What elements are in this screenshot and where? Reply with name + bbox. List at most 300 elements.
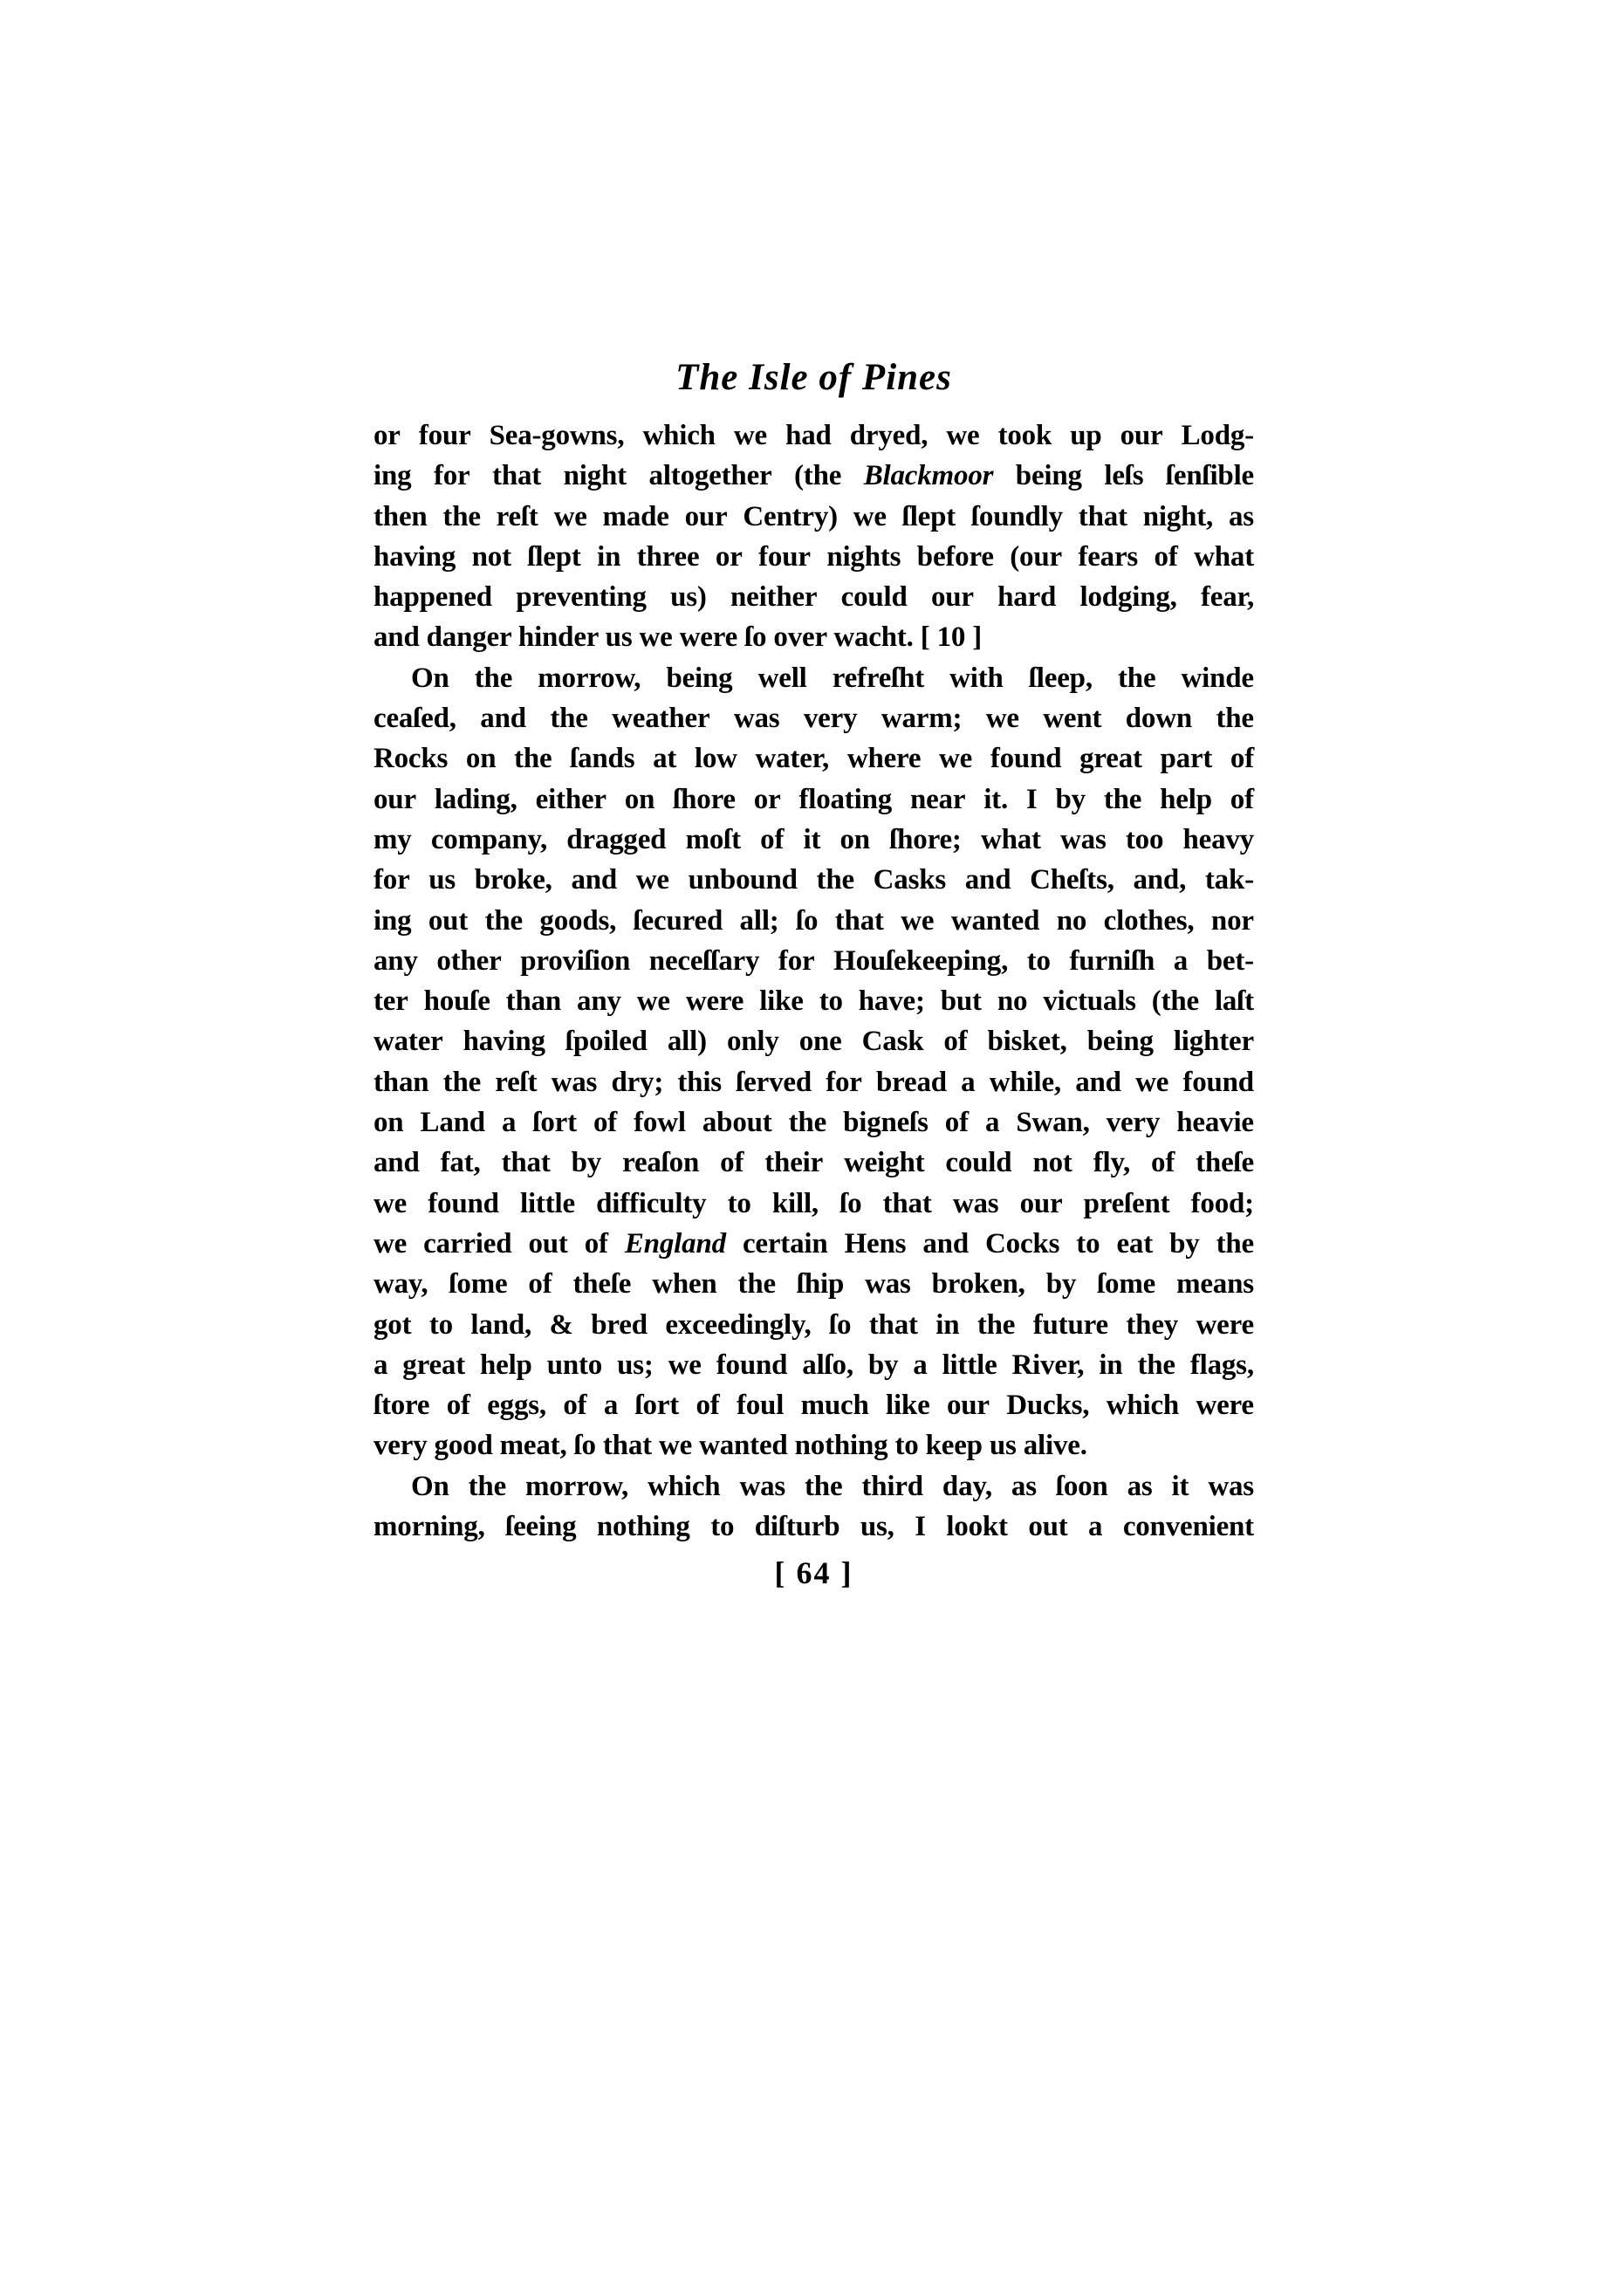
word: made	[602, 500, 669, 532]
word: or	[373, 420, 401, 451]
word: as	[1127, 1470, 1153, 1502]
word: Cask	[861, 1026, 924, 1058]
word: ſo	[839, 1187, 862, 1219]
word: to	[727, 1187, 751, 1219]
word: carried	[423, 1227, 512, 1260]
word: was	[551, 1066, 598, 1098]
word: way,	[373, 1268, 428, 1301]
word: like	[886, 1390, 930, 1422]
word: for	[373, 864, 410, 896]
word: up	[1070, 420, 1102, 451]
word: we	[553, 500, 587, 532]
text-line	[373, 981, 1254, 1021]
word: which	[648, 1470, 721, 1502]
word: ing	[373, 460, 412, 492]
word: of	[446, 1390, 470, 1422]
word: the	[1216, 1227, 1254, 1260]
word: a	[1088, 1511, 1103, 1543]
word: was	[865, 1268, 911, 1301]
word: winde	[1181, 662, 1254, 694]
word: were	[1196, 1390, 1254, 1422]
word: a	[373, 1349, 388, 1381]
word: were	[1196, 1308, 1254, 1341]
word: foul	[736, 1390, 785, 1422]
word: Ducks,	[1006, 1390, 1090, 1422]
word: nothing	[596, 1511, 690, 1543]
word: moſt	[685, 823, 741, 855]
word: ſoon	[1055, 1470, 1108, 1502]
word: River,	[1011, 1349, 1085, 1381]
word: of	[1230, 743, 1254, 775]
word: ſort	[532, 1107, 577, 1139]
text-line	[373, 1385, 1254, 1425]
word: Centry)	[743, 500, 838, 532]
word: a	[502, 1107, 517, 1139]
word: like	[759, 985, 804, 1018]
word: victuals	[1043, 985, 1136, 1018]
word: this	[677, 1066, 722, 1098]
word: as	[1011, 1470, 1037, 1502]
word: four	[418, 420, 471, 451]
word: ing	[373, 904, 412, 937]
text-line	[373, 779, 1254, 820]
word: we	[946, 420, 980, 451]
word: the	[474, 662, 513, 694]
word: eggs,	[487, 1390, 546, 1422]
word: ſands	[570, 743, 635, 775]
text-line	[373, 698, 1254, 738]
word: ſlept	[527, 540, 581, 573]
word: than	[505, 985, 562, 1018]
word: out	[428, 904, 469, 937]
word: that	[1078, 500, 1127, 532]
word: ſeeing	[505, 1511, 577, 1543]
word: ſtore	[373, 1390, 430, 1422]
word: and	[373, 1147, 420, 1179]
word: ſo	[829, 1308, 852, 1341]
word: before	[916, 540, 994, 573]
word: help	[479, 1349, 532, 1381]
page-number: [ 64 ]	[774, 1555, 853, 1590]
word: got	[373, 1308, 412, 1341]
word: we	[636, 985, 670, 1018]
word: and	[964, 864, 1011, 896]
word: preſent	[1083, 1187, 1170, 1219]
word: was	[739, 1470, 786, 1502]
word: morrow,	[525, 1470, 629, 1502]
word: the	[816, 864, 854, 896]
text-line	[373, 1102, 1254, 1143]
word: in	[1099, 1349, 1123, 1381]
word: little	[520, 1187, 575, 1219]
word: very	[803, 703, 858, 735]
word: (our	[1010, 540, 1062, 573]
word: kill,	[771, 1187, 819, 1219]
word: broke,	[474, 864, 552, 896]
running-title: The Isle of Pines	[675, 357, 952, 398]
word: the	[805, 1470, 843, 1502]
word: the	[1118, 662, 1156, 694]
word: lookt	[946, 1511, 1008, 1543]
word: food;	[1190, 1187, 1254, 1219]
text-line	[373, 1345, 1254, 1385]
text-line	[373, 1466, 1254, 1507]
word: of	[563, 1390, 587, 1422]
word: by	[1055, 783, 1086, 815]
word: dragged	[566, 823, 667, 855]
word: ſpoiled	[565, 1026, 648, 1058]
word: heavie	[1176, 1107, 1254, 1139]
word: of	[943, 1026, 968, 1058]
word: for	[778, 944, 815, 977]
word: ſlept	[901, 500, 956, 532]
word: to	[1076, 1227, 1100, 1260]
text-line	[373, 820, 1254, 860]
word: than	[373, 1066, 429, 1098]
word: us,	[860, 1511, 894, 1543]
word: ſhore	[673, 783, 736, 815]
word: future	[1032, 1308, 1108, 1341]
word: the	[484, 904, 523, 937]
word: Sea-gowns,	[489, 420, 625, 451]
word: found	[428, 1187, 499, 1219]
word: alſo,	[802, 1349, 853, 1381]
word: but	[940, 985, 982, 1018]
word: only	[726, 1026, 779, 1058]
word: and	[922, 1227, 969, 1260]
word: or	[753, 783, 781, 815]
word: well	[757, 662, 807, 694]
word: wanted	[950, 904, 1040, 937]
word: diſturb	[754, 1511, 840, 1543]
word: and	[1075, 1066, 1121, 1098]
word: floating	[798, 783, 893, 815]
word: Hens	[844, 1227, 907, 1260]
word: exceedingly,	[665, 1308, 812, 1341]
word: ſo	[796, 904, 819, 937]
text-segment: and danger hinder us we were ſo over wacht. [ 10 ]	[373, 621, 983, 654]
word: heavy	[1182, 823, 1254, 855]
text-line	[373, 941, 1254, 981]
word: was	[1060, 823, 1107, 855]
word: I	[1025, 783, 1038, 815]
word: our	[930, 581, 974, 614]
word: was	[952, 1187, 999, 1219]
word: as	[1228, 500, 1254, 532]
word: to	[710, 1511, 735, 1543]
word: preventing	[516, 581, 647, 614]
word: the	[1216, 703, 1254, 735]
word: of	[584, 1227, 608, 1260]
word: could	[945, 1147, 1012, 1179]
word: we	[668, 1349, 702, 1381]
word: being	[1015, 460, 1082, 492]
word: Cocks	[985, 1227, 1060, 1260]
word: ſecured	[633, 904, 723, 937]
text-line	[373, 1224, 1254, 1264]
word: a	[961, 1066, 976, 1098]
word: we	[853, 500, 887, 532]
word: we	[635, 864, 669, 896]
word: that	[501, 1147, 551, 1179]
word: for	[433, 460, 470, 492]
word: third	[861, 1470, 923, 1502]
word: of	[696, 1390, 720, 1422]
text-line	[373, 901, 1254, 941]
word: we	[373, 1227, 408, 1260]
word: bred	[591, 1308, 648, 1341]
word: by	[571, 1147, 602, 1179]
word: found	[716, 1349, 788, 1381]
word: that	[492, 460, 542, 492]
word: reſt	[495, 1066, 538, 1098]
word: by	[867, 1349, 899, 1381]
word: On	[411, 662, 449, 694]
word: little	[942, 1349, 997, 1381]
word: much	[800, 1390, 869, 1422]
word: no	[997, 985, 1028, 1018]
word: ſhore;	[889, 823, 962, 855]
word: four	[758, 540, 811, 573]
word: lighter	[1173, 1026, 1254, 1058]
word: that	[834, 904, 884, 937]
word: on	[624, 783, 655, 815]
word: fowl	[634, 1107, 686, 1139]
word: the	[442, 500, 481, 532]
word: laſt	[1214, 985, 1254, 1018]
word: it.	[983, 783, 1009, 815]
word: at	[653, 743, 677, 775]
text-segment: very good meat, ſo that we wanted nothing to keep us alive.	[373, 1430, 1087, 1462]
word: morning,	[373, 1511, 485, 1543]
word: three	[636, 540, 700, 573]
word: the	[737, 1268, 776, 1301]
word: ſort	[634, 1390, 680, 1422]
word: then	[373, 500, 428, 532]
word: of	[1230, 783, 1254, 815]
word: us	[428, 864, 456, 896]
word: On	[411, 1470, 449, 1502]
word: happened	[373, 581, 492, 614]
word: the	[788, 1107, 827, 1139]
word: nights	[826, 540, 901, 573]
word: hard	[997, 581, 1057, 614]
text-line	[373, 1184, 1254, 1224]
word: eat	[1116, 1227, 1153, 1260]
word: being	[666, 662, 733, 694]
word: a	[603, 1390, 619, 1422]
word: all)	[667, 1026, 707, 1058]
word: Casks	[873, 864, 947, 896]
word: and	[571, 864, 618, 896]
word: neceſſary	[648, 944, 760, 977]
word: the	[550, 703, 588, 735]
word: was	[733, 703, 780, 735]
word: it	[1171, 1470, 1189, 1502]
word: my	[373, 823, 412, 855]
word: all;	[739, 904, 779, 937]
word: night	[563, 460, 627, 492]
word: help	[1160, 783, 1212, 815]
word: any	[577, 985, 621, 1018]
word: a	[984, 1107, 1000, 1139]
word: lodging,	[1079, 581, 1177, 614]
word: Land	[420, 1107, 485, 1139]
word: and,	[1133, 864, 1187, 896]
word: no	[1056, 904, 1087, 937]
word: certain	[742, 1227, 828, 1260]
text-line	[373, 537, 1254, 577]
text-line	[373, 658, 1254, 698]
word: difficulty	[596, 1187, 707, 1219]
word: bisket,	[987, 1026, 1067, 1058]
word: by	[1169, 1227, 1200, 1260]
word: in	[597, 540, 621, 573]
word: Swan,	[1016, 1107, 1090, 1139]
text-line	[373, 456, 1254, 496]
word: by	[1045, 1268, 1077, 1301]
word: being	[1086, 1026, 1154, 1058]
word: it	[803, 823, 821, 855]
word: having	[373, 540, 456, 573]
word: found	[1182, 1066, 1254, 1098]
word: nor	[1210, 904, 1254, 937]
word: goods,	[539, 904, 617, 937]
word: means	[1176, 1268, 1254, 1301]
word: I	[915, 1511, 926, 1543]
word: our	[684, 500, 728, 532]
text-line	[373, 860, 1254, 900]
word: and	[480, 703, 526, 735]
word: we	[939, 743, 973, 775]
word: reaſon	[622, 1147, 700, 1179]
italic-word: England	[624, 1227, 726, 1260]
body-text	[373, 415, 1254, 1547]
word: our	[946, 1390, 990, 1422]
word: of	[528, 1268, 552, 1301]
word: water	[373, 1026, 443, 1058]
word: for	[826, 1066, 862, 1098]
word: found	[990, 743, 1062, 775]
word: altogether	[648, 460, 772, 492]
word: on	[839, 823, 870, 855]
word: other	[436, 944, 502, 977]
word: dryed,	[849, 420, 928, 451]
word: we	[985, 703, 1019, 735]
word: the	[514, 743, 552, 775]
text-line	[373, 1143, 1254, 1183]
word: in	[935, 1308, 960, 1341]
word: fat,	[440, 1147, 481, 1179]
word: one	[798, 1026, 842, 1058]
word: unbound	[688, 864, 798, 896]
word: ſoundly	[970, 500, 1063, 532]
word: had	[785, 420, 832, 451]
word: bread	[876, 1066, 947, 1098]
word: night,	[1142, 500, 1214, 532]
word: down	[1125, 703, 1193, 735]
word: too	[1125, 823, 1164, 855]
word: our	[1019, 1187, 1063, 1219]
word: theſe	[572, 1268, 632, 1301]
word: unto	[546, 1349, 603, 1381]
word: very	[1106, 1107, 1161, 1139]
word: ſhip	[796, 1268, 845, 1301]
word: any	[373, 944, 418, 977]
word: &	[549, 1308, 573, 1341]
word: great	[1079, 743, 1142, 775]
word: leſs	[1104, 460, 1144, 492]
word: us;	[617, 1349, 654, 1381]
word: was	[1208, 1470, 1254, 1502]
word: or	[715, 540, 743, 573]
word: great	[402, 1349, 465, 1381]
word: the	[1137, 1349, 1175, 1381]
word: bet-	[1206, 944, 1254, 977]
word: a	[1173, 944, 1189, 977]
text-line	[373, 577, 1254, 617]
word: fears	[1078, 540, 1139, 573]
word: houſe	[423, 985, 490, 1018]
word: us)	[670, 581, 707, 614]
word: dry;	[611, 1066, 664, 1098]
word: which	[1106, 1390, 1180, 1422]
word: what	[1194, 540, 1254, 573]
word: their	[764, 1147, 824, 1179]
word: of	[760, 823, 785, 855]
word: of	[720, 1147, 744, 1179]
word: refreſht	[832, 662, 925, 694]
word: what	[980, 823, 1041, 855]
word: to	[428, 1308, 453, 1341]
word: the	[468, 1470, 507, 1502]
text-line	[373, 1264, 1254, 1304]
word: we	[733, 420, 767, 451]
word: to	[1026, 944, 1051, 977]
word: we	[1135, 1066, 1169, 1098]
word: either	[535, 783, 606, 815]
word: (the	[1151, 985, 1199, 1018]
word: theſe	[1196, 1147, 1254, 1179]
word: of	[593, 1107, 618, 1139]
word: that	[882, 1187, 932, 1219]
word: part	[1160, 743, 1213, 775]
word: convenient	[1122, 1511, 1254, 1543]
word: the	[1103, 783, 1142, 815]
word: which	[642, 420, 716, 451]
word: ter	[373, 985, 408, 1018]
word: clothes,	[1103, 904, 1195, 937]
word: the	[442, 1066, 482, 1098]
text-line	[373, 1507, 1254, 1547]
word: company,	[430, 823, 547, 855]
word: on	[373, 1107, 404, 1139]
text-line	[373, 617, 1254, 657]
italic-word: Blackmoor	[863, 460, 994, 492]
word: out	[528, 1227, 568, 1260]
word: neither	[730, 581, 818, 614]
text-line	[373, 1062, 1254, 1102]
word: water,	[755, 743, 830, 775]
word: have;	[858, 985, 925, 1018]
word: proviſion	[520, 944, 631, 977]
word: the	[976, 1308, 1016, 1341]
word: (the	[794, 460, 842, 492]
word: on	[465, 743, 497, 775]
word: day,	[942, 1470, 992, 1502]
word: where	[846, 743, 922, 775]
text-line	[373, 738, 1254, 779]
